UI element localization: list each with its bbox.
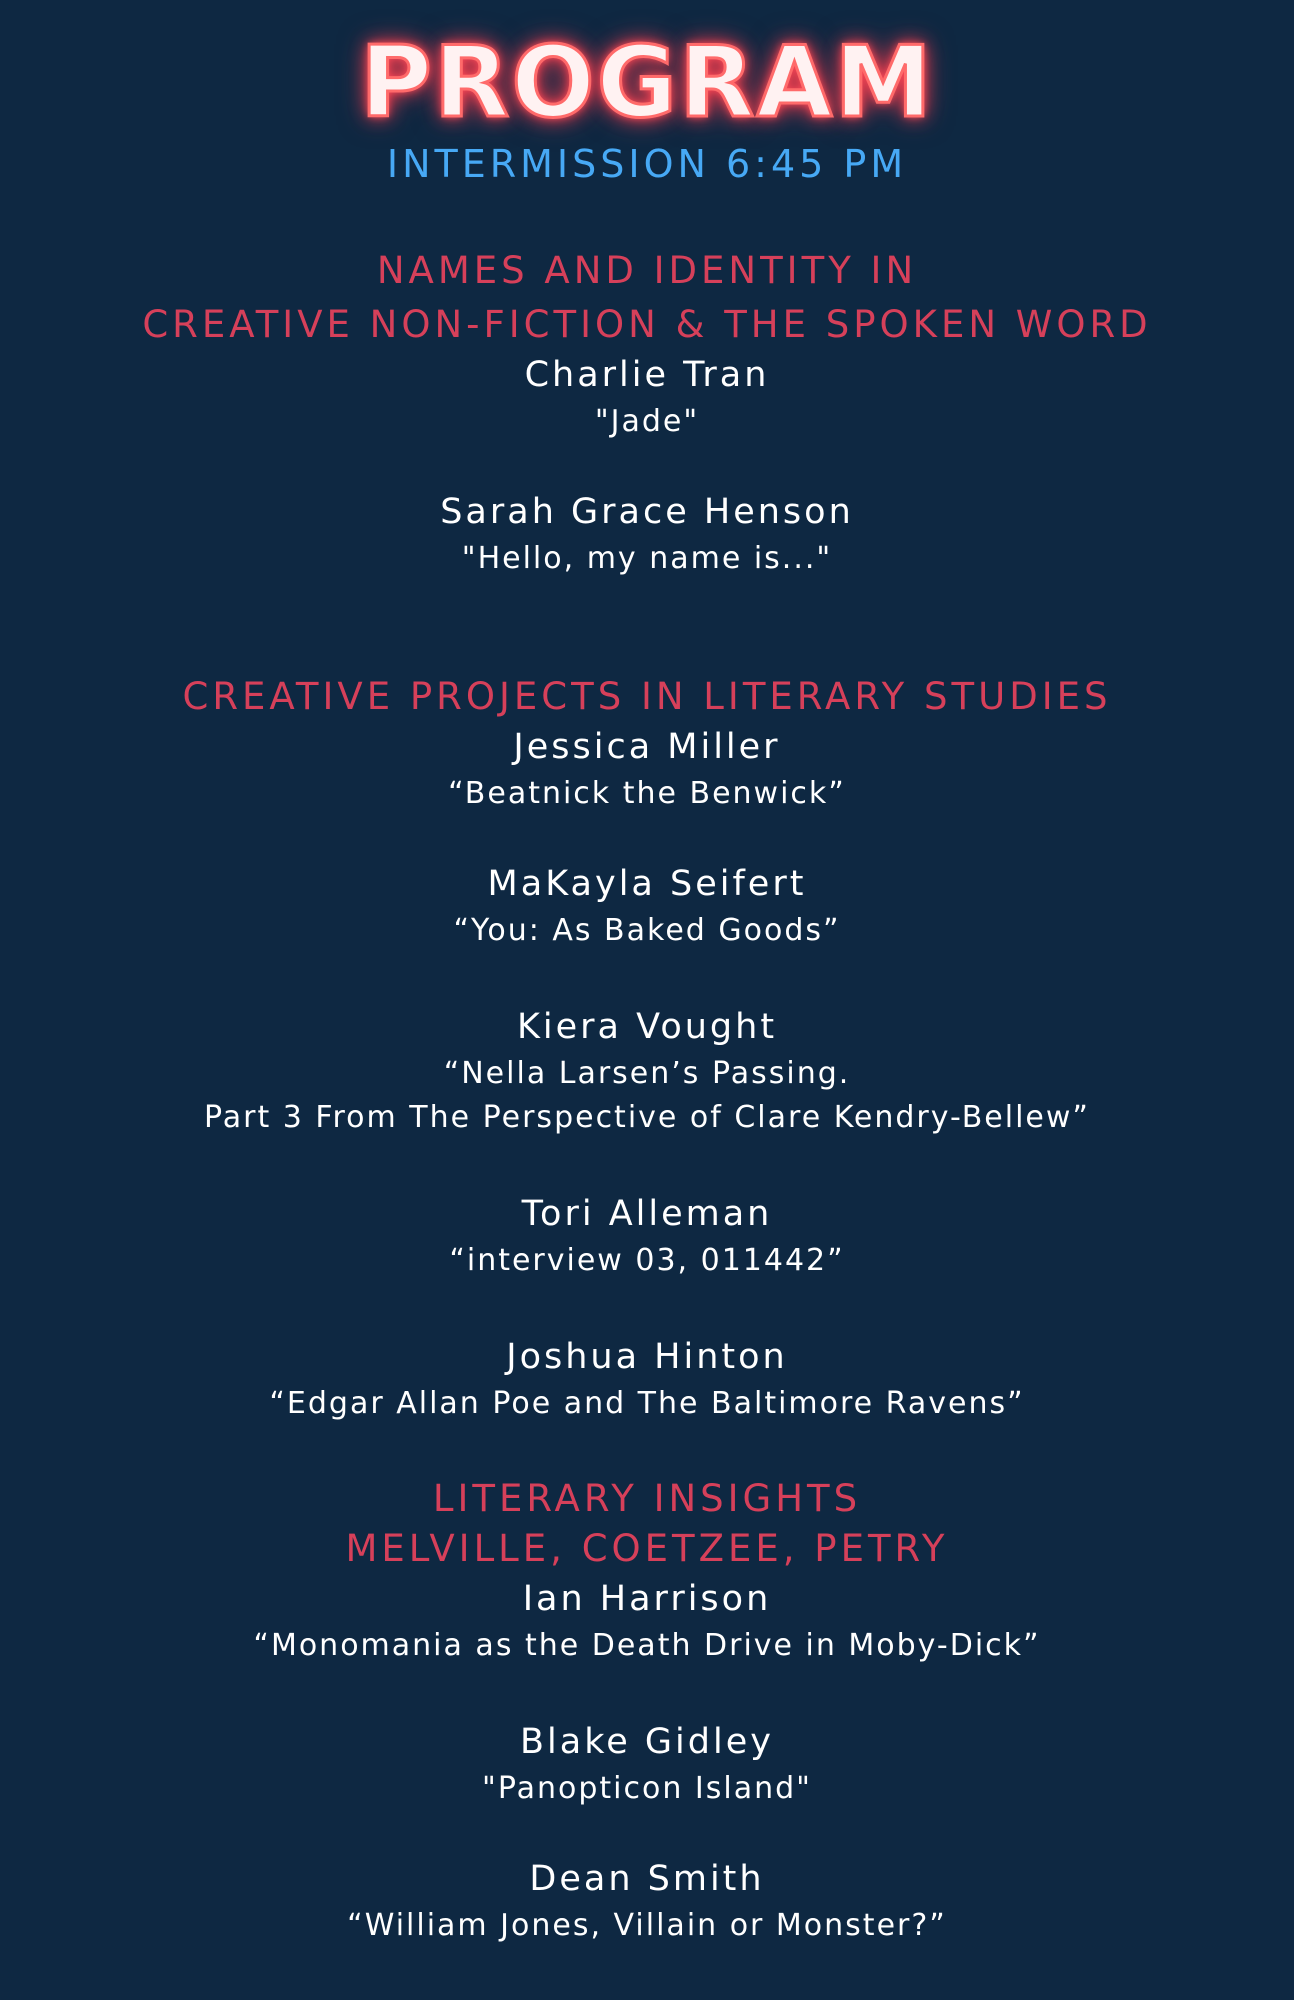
presenter-name: Blake Gidley: [520, 1722, 774, 1762]
presenter-name: MaKayla Seifert: [487, 864, 807, 904]
presenter-name: Tori Alleman: [521, 1194, 773, 1234]
work-title: “Edgar Allan Poe and The Baltimore Ravens”: [269, 1386, 1025, 1421]
section-heading: CREATIVE PROJECTS IN LITERARY STUDIES: [182, 675, 1112, 718]
section-heading: LITERARY INSIGHTS: [432, 1477, 862, 1520]
presenter-name: Charlie Tran: [524, 355, 770, 395]
work-title: “Monomania as the Death Drive in Moby-Dick”: [253, 1628, 1041, 1663]
section-heading: NAMES AND IDENTITY IN: [376, 249, 918, 292]
presenter-name: Kiera Vought: [516, 1007, 778, 1047]
work-title: “Beatnick the Benwick”: [448, 776, 846, 811]
work-title: Part 3 From The Perspective of Clare Kendry-Bellew”: [204, 1100, 1090, 1135]
presenter-name: Ian Harrison: [522, 1579, 772, 1619]
work-title: "Panopticon Island": [482, 1771, 812, 1806]
work-title: "Jade": [594, 404, 700, 439]
work-title: "Hello, my name is...": [461, 541, 833, 576]
work-title: “Nella Larsen’s Passing.: [443, 1056, 851, 1091]
presenter-name: Sarah Grace Henson: [440, 492, 854, 532]
section-heading: MELVILLE, COETZEE, PETRY: [345, 1527, 949, 1570]
program-title: PROGRAM: [360, 26, 934, 140]
presenter-name: Jessica Miller: [513, 727, 781, 767]
work-title: “William Jones, Villain or Monster?”: [347, 1908, 947, 1943]
work-title: “You: As Baked Goods”: [453, 913, 841, 948]
presenter-name: Dean Smith: [529, 1859, 765, 1899]
presenter-name: Joshua Hinton: [506, 1337, 788, 1377]
section-heading: CREATIVE NON-FICTION & THE SPOKEN WORD: [142, 303, 1152, 346]
intermission-time: INTERMISSION 6:45 PM: [386, 142, 908, 186]
work-title: “interview 03, 011442”: [449, 1243, 845, 1278]
